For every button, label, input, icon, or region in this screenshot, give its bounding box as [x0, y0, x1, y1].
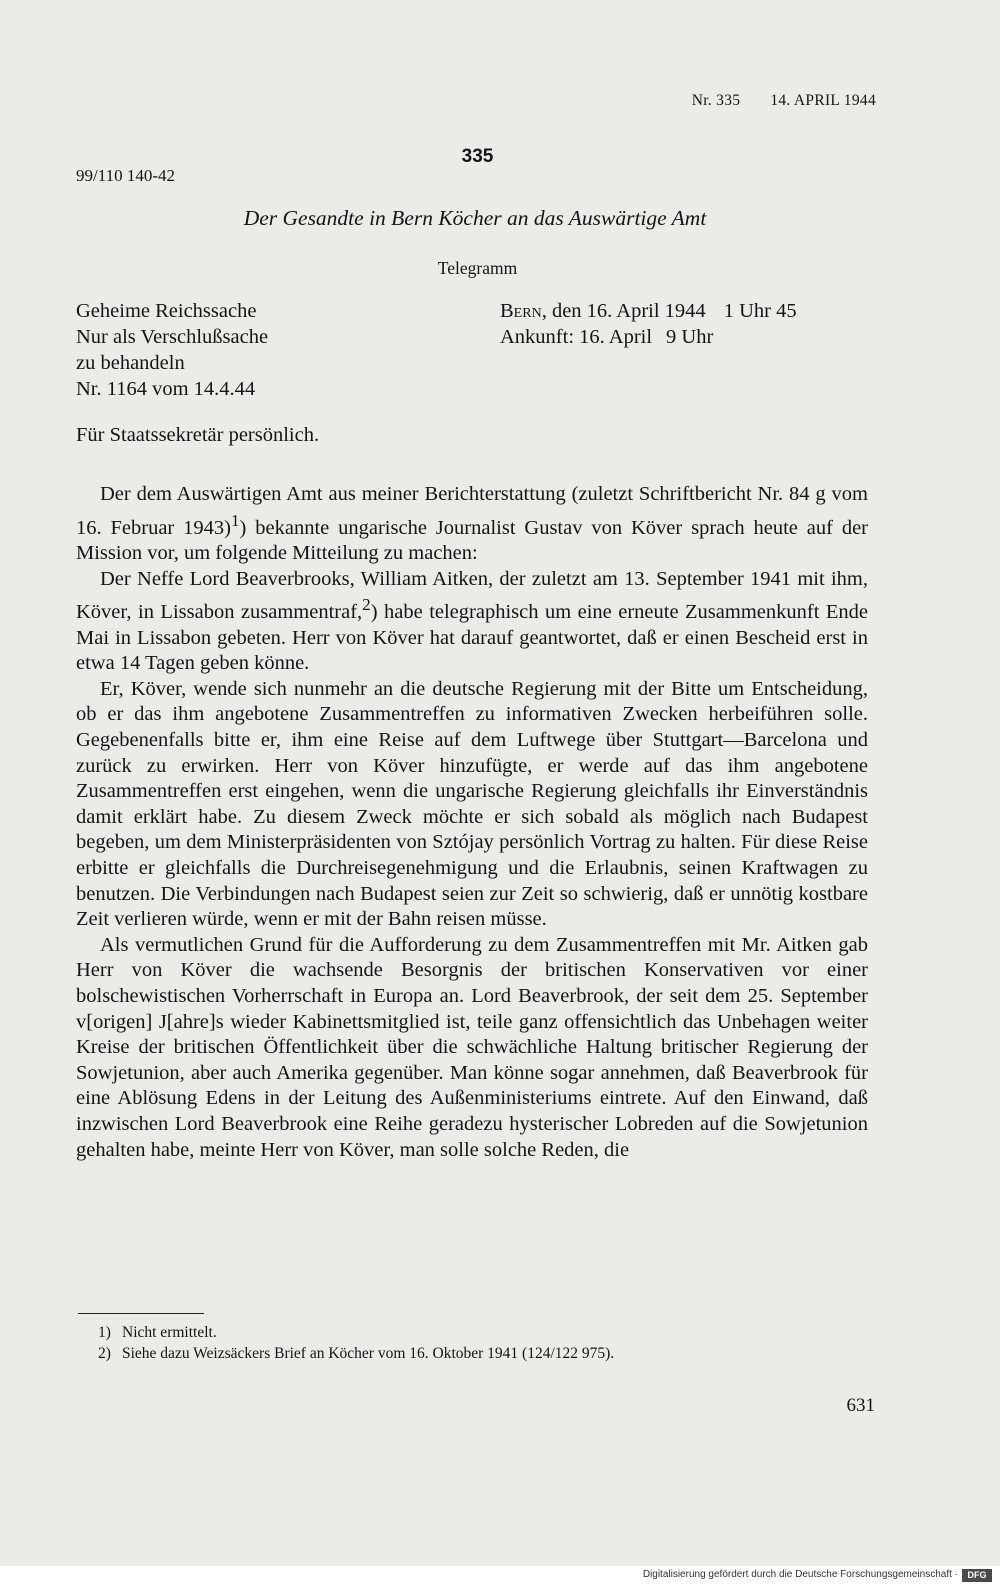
sent-date: , den 16. April 1944	[541, 300, 706, 322]
body-paragraph: Er, Köver, wende sich nunmehr an die deutsche Regierung mit der Bitte um Entscheidung, ob er das ihm angebotene Zusammentreffen zu informativen Zwecken herbeiführen solle. Gegebenenfalls bitte er, ihm eine Reise auf dem Luftwege über Stuttgart—Barcelona und zurück zu erwirken. Herr von Köver hinzufügte, er werde auf das ihm angebotene Zusammentreffen erst eingehen, wenn die ungarische Regierung gleichfalls ihr Einverständnis damit erklärt habe. Zu diesem Zweck möchte er sich sobald als möglich nach Budapest begeben, um dem Ministerpräsidenten von Sztójay persönlich Vortrag zu halten. Für diese Reise erbitte er gleichfalls die Durchreisegenehmigung und die Erlaubnis, seinen Kraftwagen zu benutzen. Die Verbindungen nach Budapest seien zur Zeit so schwierig, daß er unnötig kostbare Zeit verlieren würde, wenn er mit der Bahn reisen müsse.	[76, 677, 868, 931]
classification-line: Nr. 1164 vom 14.4.44	[76, 378, 256, 400]
page-number: 631	[846, 1395, 875, 1416]
paragraph-text: ) habe telegraphisch um eine erneute Zusammenkunft Ende Mai in Lissabon gebeten. Herr von Köver hat darauf geantwortet, daß er einen Bescheid erst in etwa 14 Tagen geben könne.	[76, 601, 868, 675]
classification-line: zu behandeln	[76, 352, 185, 374]
footnotes	[98, 1322, 614, 1364]
dfg-logo-icon: DFG	[962, 1569, 992, 1582]
sent-time: 1 Uhr 45	[723, 300, 797, 322]
file-reference: 99/110 140-42	[76, 166, 176, 185]
arrival-date: Ankunft: 16. April	[500, 326, 653, 348]
dispatch-block	[500, 298, 797, 350]
body-paragraph	[76, 482, 868, 567]
footnote-marker: 1)	[98, 1324, 111, 1341]
footnote	[98, 1322, 614, 1343]
running-head	[600, 92, 876, 110]
dispatch-place: Bern	[500, 300, 542, 322]
classification-line: Nur als Verschlußsache	[76, 326, 269, 348]
arrival-line	[500, 324, 797, 350]
footnote-text: Siehe dazu Weizsäckers Brief an Köcher vom 16. Oktober 1941 (124/122 975).	[122, 1345, 615, 1362]
footnote-text: Nicht ermittelt.	[122, 1324, 217, 1341]
digitization-credit-bar	[0, 1566, 1000, 1586]
footnote-ref: 2	[362, 595, 371, 615]
paragraph-text: Der Neffe Lord Beaverbrooks, William Aitken, der zuletzt am 13. September 1941 mit ihm, Köver, in Lissabon zusammentraf,	[76, 567, 868, 624]
running-head-doc-number: Nr. 335	[691, 92, 741, 109]
footnote-marker: 2)	[98, 1345, 111, 1362]
paragraph-text: Der dem Auswärtigen Amt aus meiner Berichterstattung (zuletzt Schriftbericht Nr. 84 g vom 16. Februar 1943)	[76, 483, 868, 539]
sent-line	[500, 298, 797, 324]
running-head-date: 14. APRIL 1944	[770, 92, 876, 109]
body-paragraph: Als vermutlichen Grund für die Aufforderung zu dem Zusammentreffen mit Mr. Aitken gab Herr von Köver die wachsende Besorgnis der britischen Konservativen vor einer bolschewistischen Vorherrschaft in Europa an. Lord Beaverbrook, der seit dem 25. September v[origen] J[ahre]s wieder Kabinettsmitglied ist, teile ganz offensichtlich das Unbehagen weiter Kreise der britischen Öffentlichkeit über die schwächliche Haltung britischer Regierung der Sowjetunion, aber auch Amerika gegenüber. Man könne sogar annehmen, daß Beaverbrook für eine Ablösung Edens in der Leitung des Außenministeriums eintrete. Auf den Einwand, daß inzwischen Lord Beaverbrook eine Reihe geradezu hysterischer Lobreden auf die Sowjetunion gehalten habe, meinte Herr von Köver, man solle solche Reden, die	[76, 933, 868, 1161]
classification-block	[76, 298, 268, 402]
document-heading: Der Gesandte in Bern Köcher an das Auswärtige Amt	[243, 206, 707, 230]
document-type: Telegramm	[437, 258, 518, 278]
body-text	[76, 482, 868, 1163]
arrival-time: 9 Uhr	[666, 326, 714, 348]
footnote-divider	[78, 1313, 204, 1314]
credit-text: Digitalisierung gefördert durch die Deutsche Forschungsgemeinschaft ·	[642, 1569, 958, 1580]
footnote-ref: 1	[230, 510, 240, 530]
addressee-line: Für Staatssekretär persönlich.	[76, 424, 320, 446]
body-paragraph	[76, 567, 868, 677]
paragraph-text: ) bekannte ungarische Journalist Gustav von Köver sprach heute auf der Mission vor, um folgende Mitteilung zu machen:	[76, 516, 868, 565]
document-number: 335	[461, 146, 494, 167]
footnote	[98, 1343, 614, 1364]
classification-line: Geheime Reichssache	[76, 300, 257, 322]
